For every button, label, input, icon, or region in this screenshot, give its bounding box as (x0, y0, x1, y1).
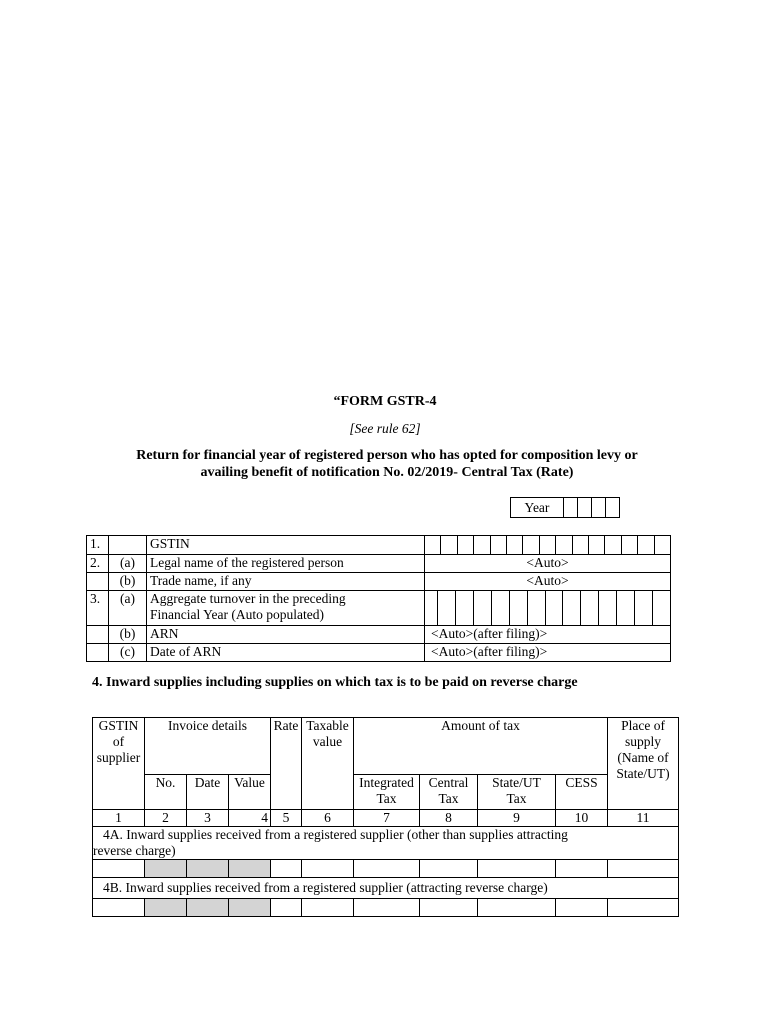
entry-cell[interactable] (271, 899, 302, 917)
entry-cell[interactable] (229, 899, 271, 917)
entry-cell[interactable] (271, 860, 302, 878)
header-place-of-supply (608, 718, 679, 810)
header-cess: CESS (556, 775, 608, 810)
entry-cell[interactable] (478, 860, 556, 878)
year-box (510, 497, 620, 518)
entry-cell[interactable] (187, 860, 229, 878)
row-4a-heading (93, 827, 679, 860)
entry-cell[interactable] (93, 860, 145, 878)
subtitle-line-2: availing benefit of notification No. 02/2019- Central Tax (Rate) (200, 465, 574, 480)
inward-supplies-table (92, 717, 679, 917)
row-number: 3. (87, 591, 109, 626)
entry-cell[interactable] (608, 860, 679, 878)
col-number: 6 (302, 810, 354, 827)
subtitle-line-1: Return for financial year of registered person who has opted for composition levy or (136, 448, 638, 463)
section-4-heading: 4. Inward supplies including supplies on which tax is to be paid on reverse charge (92, 675, 578, 690)
header-place-line-4: State/UT) (616, 766, 670, 781)
col-number: 11 (608, 810, 679, 827)
trade-name-label: Trade name, if any (147, 573, 425, 591)
entry-cell[interactable] (608, 899, 679, 917)
header-taxable-value (302, 718, 354, 810)
header-igst-line-2: Tax (376, 791, 397, 806)
turnover-boxes[interactable] (425, 591, 671, 626)
section-4a-line-1: 4A. Inward supplies received from a registered supplier (other than supplies attracting (103, 827, 568, 842)
header-state-ut-tax (478, 775, 556, 810)
year-digit-4[interactable] (606, 498, 620, 518)
header-cgst-line-1: Central (428, 775, 469, 790)
row-number (87, 573, 109, 591)
row-gstin (87, 536, 671, 555)
year-label: Year (511, 498, 564, 518)
legal-name-label: Legal name of the registered person (147, 555, 425, 573)
header-gstin-line-2: of (112, 734, 125, 749)
turnover-label-line-1: Aggregate turnover in the preceding (150, 591, 346, 606)
arn-date-label: Date of ARN (147, 644, 425, 662)
header-integrated-tax (354, 775, 420, 810)
header-central-tax (420, 775, 478, 810)
row-sub: (a) (109, 555, 147, 573)
gstin-label: GSTIN (147, 536, 425, 555)
year-digit-1[interactable] (564, 498, 578, 518)
section-4a-line-2: reverse charge) (93, 843, 176, 858)
col-number: 7 (354, 810, 420, 827)
entry-cell[interactable] (478, 899, 556, 917)
header-invoice-value: Value (229, 775, 271, 810)
row-arn (87, 626, 671, 644)
row-number: 2. (87, 555, 109, 573)
section-4b-line: 4B. Inward supplies received from a registered supplier (attracting reverse charge) (103, 880, 548, 895)
row-4a-entry (93, 860, 679, 878)
header-taxable-line-2: value (312, 734, 343, 749)
turnover-label-line-2: Financial Year (Auto populated) (150, 607, 324, 622)
header-taxable-line-1: Taxable (306, 718, 349, 733)
section-4a-label (93, 827, 679, 860)
header-sgst-line-1: State/UT (492, 775, 541, 790)
header-gstin-line-1: GSTIN (98, 718, 139, 733)
header-igst-line-1: Integrated (359, 775, 414, 790)
header-place-line-2: supply (625, 734, 662, 749)
entry-cell[interactable] (302, 899, 354, 917)
entry-cell[interactable] (354, 860, 420, 878)
gstin-boxes[interactable] (425, 536, 671, 555)
row-number (87, 626, 109, 644)
col-number: 5 (271, 810, 302, 827)
details-table (86, 535, 671, 662)
col-number: 10 (556, 810, 608, 827)
row-sub: (a) (109, 591, 147, 626)
entry-cell[interactable] (145, 899, 187, 917)
legal-name-value: <Auto> (425, 555, 671, 573)
trade-name-value: <Auto> (425, 573, 671, 591)
entry-cell[interactable] (420, 860, 478, 878)
form-subtitle (90, 447, 684, 481)
form-title: “FORM GSTR-4 (333, 394, 437, 409)
row-4b-entry (93, 899, 679, 917)
header-sgst-line-2: Tax (506, 791, 527, 806)
row-sub: (b) (109, 626, 147, 644)
row-legal-name (87, 555, 671, 573)
entry-cell[interactable] (354, 899, 420, 917)
entry-cell[interactable] (556, 899, 608, 917)
header-rate: Rate (271, 718, 302, 810)
col-number: 9 (478, 810, 556, 827)
header-cgst-line-2: Tax (438, 791, 459, 806)
section-4b-label (93, 878, 679, 899)
row-arn-date (87, 644, 671, 662)
column-number-row (93, 810, 679, 827)
row-4b-heading (93, 878, 679, 899)
arn-date-value: <Auto>(after filing)> (425, 644, 671, 662)
col-number: 4 (229, 810, 271, 827)
header-gstin (93, 718, 145, 810)
turnover-label (147, 591, 425, 626)
row-number (87, 644, 109, 662)
rule-reference: [See rule 62] (349, 421, 421, 436)
header-invoice-date: Date (187, 775, 229, 810)
header-invoice-no: No. (145, 775, 187, 810)
entry-cell[interactable] (187, 899, 229, 917)
header-place-line-3: (Name of (617, 750, 669, 765)
row-sub: (b) (109, 573, 147, 591)
row-number: 1. (87, 536, 109, 555)
entry-cell[interactable] (93, 899, 145, 917)
row-sub: (c) (109, 644, 147, 662)
year-digit-3[interactable] (592, 498, 606, 518)
entry-cell[interactable] (145, 860, 187, 878)
entry-cell[interactable] (556, 860, 608, 878)
header-amount-of-tax: Amount of tax (354, 718, 608, 775)
col-number: 2 (145, 810, 187, 827)
entry-cell[interactable] (420, 899, 478, 917)
arn-value: <Auto>(after filing)> (425, 626, 671, 644)
row-turnover (87, 591, 671, 626)
header-gstin-line-3: supplier (96, 750, 141, 765)
header-place-line-1: Place of (621, 718, 665, 733)
arn-label: ARN (147, 626, 425, 644)
col-number: 1 (93, 810, 145, 827)
entry-cell[interactable] (302, 860, 354, 878)
col-number: 8 (420, 810, 478, 827)
row-sub (109, 536, 147, 555)
row-trade-name (87, 573, 671, 591)
year-digit-2[interactable] (578, 498, 592, 518)
header-invoice-details: Invoice details (145, 718, 271, 775)
col-number: 3 (187, 810, 229, 827)
entry-cell[interactable] (229, 860, 271, 878)
